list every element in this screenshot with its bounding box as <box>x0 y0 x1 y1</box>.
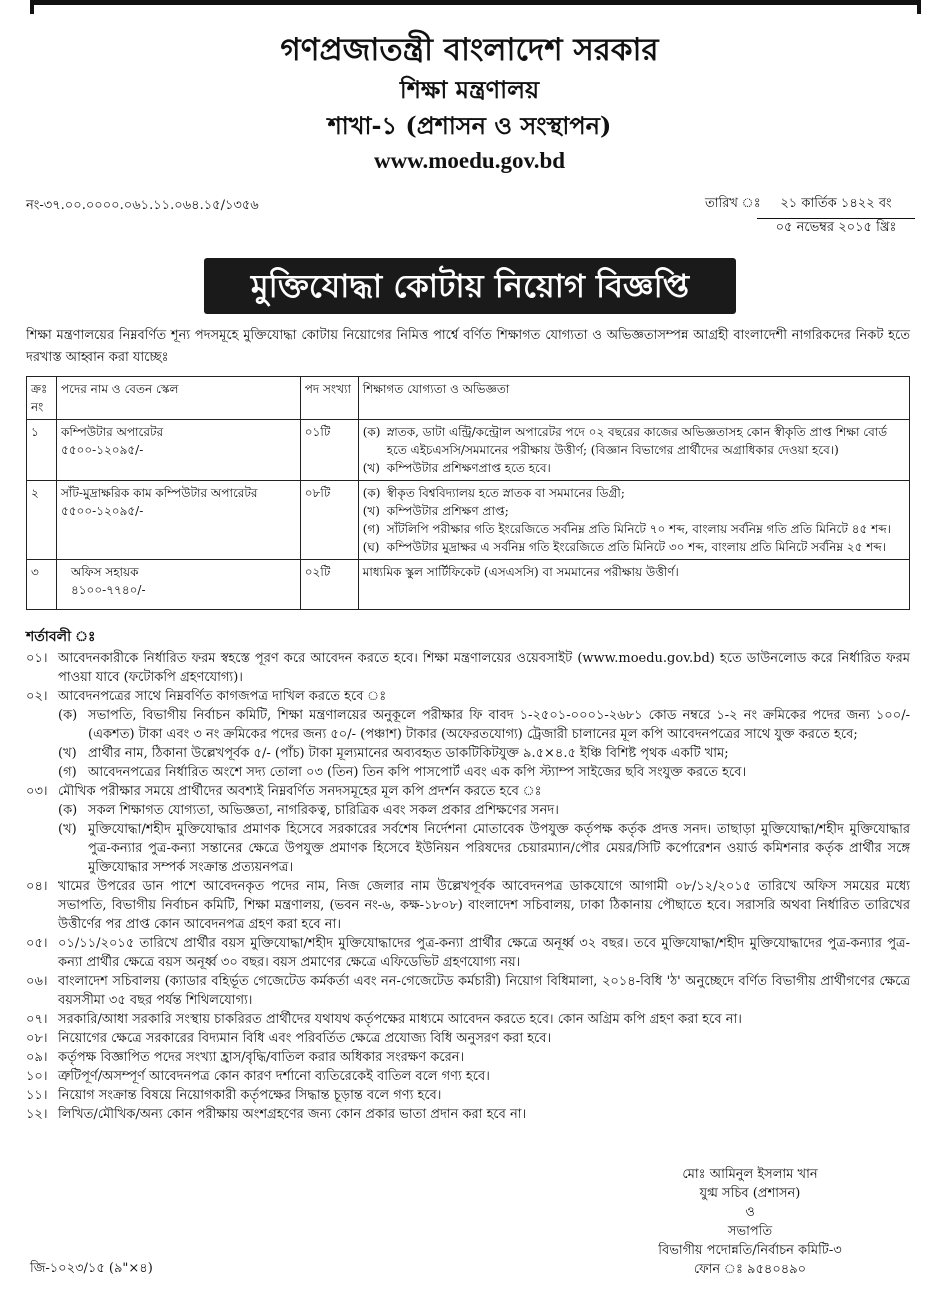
row-post <box>56 420 300 481</box>
table-row <box>27 481 910 560</box>
term-item <box>26 782 910 801</box>
signatory-name: মোঃ আমিনুল ইসলাম খান <box>682 1167 818 1182</box>
term-item <box>26 687 910 706</box>
signatory-phone: ফোন ঃ ৯৫৪০৪৯০ <box>693 1262 807 1277</box>
ministry-name: শিক্ষা মন্ত্রণালয় <box>399 75 540 104</box>
subitem-text: সভাপতি, বিভাগীয় নির্বাচন কমিটি, শিক্ষা মন্ত্রণালয়ের অনুকূলে পরীক্ষার ফি বাবদ ১-২৫০১-০০০১-২৬৮১ কোড নম্বরে ১-২ নং ক্রমিকের পদের জন্য ১০০/- (একশত) টাকা এবং ৩ নং ক্রমিকের পদের জন্য ৫০/- (পঞ্চাশ) টাকার (অফেরতযোগ্য) ট্রেজারী চালানের মূল কপি আবেদনপত্রের সাথে যুক্ত করতে হবে; <box>88 708 910 742</box>
header-count: পদ সংখ্যা <box>300 377 358 420</box>
row-count: ০৮টি <box>300 481 358 560</box>
qualification-marker: (গ) <box>362 522 380 536</box>
pay-scale: ৪১০০-৭৭৪০/- <box>70 583 146 597</box>
term-item <box>26 649 910 687</box>
qualification-text: মাধ্যমিক স্কুল সার্টিফিকেট (এসএসসি) বা সমমানের পরীক্ষায় উত্তীর্ণ। <box>362 565 679 579</box>
term-number: ১০। <box>26 1069 48 1084</box>
subitem-marker: (ক) <box>58 803 78 818</box>
terms-section <box>26 628 910 1124</box>
row-qualifications <box>358 481 909 560</box>
signatory-designation: যুগ্ম সচিব (প্রশাসন) <box>699 1186 801 1201</box>
row-count: ০১টি <box>300 420 358 481</box>
post-name: অফিস সহায়ক <box>70 565 139 579</box>
term-number: ১২। <box>26 1107 48 1122</box>
term-text: খামের উপরের ডান পাশে আবেদনকৃত পদের নাম, নিজ জেলার নাম উল্লেখপূর্বক আবেদনপত্র ডাকযোগে আগামী ০৮/১২/২০১৫ তারিখে অফিস সময়ের মধ্যে সভাপতি, বিভাগীয় নির্বাচন কমিটি, শিক্ষা মন্ত্রণালয়, (ভবন নং-৬, কক্ষ-১৮০৮) বাংলাদেশ সচিবালয়, ঢাকা ঠিকানায় পৌছাতে হবে। সরাসরি অথবা নির্ধারিত তারিখের উত্তীর্ণের পর প্রাপ্ত কোন আবেদনপত্র গ্রহণ করা হবে না। <box>58 879 910 932</box>
row-qualifications <box>358 420 909 481</box>
qualification-item <box>363 423 905 459</box>
branch-name: শাখা-১ (প্রশাসন ও সংস্থাপন) <box>327 111 612 140</box>
term-number: ০৫। <box>26 936 48 951</box>
term-number: ০৪। <box>26 879 48 894</box>
term-text: আবেদনপত্রের সাথে নিম্নবর্ণিত কাগজপত্র দাখিল করতে হবে ঃ <box>58 689 387 704</box>
term-number: ০৯। <box>26 1050 48 1065</box>
header-qualification: শিক্ষাগত যোগ্যতা ও অভিজ্ঞতা <box>358 377 909 420</box>
subitem-marker: (খ) <box>58 822 77 837</box>
memo-number: নং-৩৭.০০.০০০০.০৬১.১১.০৬৪.১৫/১৩৫৬ <box>26 198 259 213</box>
intro-paragraph: শিক্ষা মন্ত্রণালয়ের নিম্নবর্ণিত শূন্য পদসমূহে মুক্তিযোদ্ধা কোটায় নিয়োগের নিমিত্ত পার্শ্বে বর্ণিত শিক্ষাগত যোগ্যতা ও অভিজ্ঞতাসম্পন্ন আগ্রহী বাংলাদেশী নাগরিকদের নিকট হতে দরখাস্ত আহ্বান করা যাচ্ছেঃ <box>26 328 910 365</box>
posts-table <box>26 376 910 610</box>
pay-scale: ৫৫০০-১২০৯৫/- <box>60 504 144 518</box>
row-post <box>56 560 300 610</box>
term-text: নিয়োগ সংক্রান্ত বিষয়ে নিয়োগকারী কর্তৃপক্ষের সিদ্ধান্ত চূড়ান্ত বলে গণ্য হবে। <box>58 1088 442 1103</box>
qualification-item <box>363 484 905 502</box>
header-serial: ক্রঃ নং <box>27 377 57 420</box>
header-post: পদের নাম ও বেতন স্কেল <box>56 377 300 420</box>
signature-block <box>600 1165 900 1279</box>
term-text: কর্তৃপক্ষ বিজ্ঞাপিত পদের সংখ্যা হ্রাস/বৃদ্ধি/বাতিল করার অধিকার সংরক্ষণ করেন। <box>58 1050 465 1065</box>
table-row <box>27 420 910 481</box>
term-text: ত্রুটিপূর্ণ/অসম্পূর্ণ আবেদনপত্র কোন কারণ দর্শানো ব্যতিরেকেই বাতিল বলে গণ্য হবে। <box>58 1069 490 1084</box>
qualification-text: কম্পিউটার প্রশিক্ষণপ্রাপ্ত হতে হবে। <box>386 461 551 475</box>
date-bangla: ২১ কার্তিক ১৪২২ বং <box>757 194 915 219</box>
terms-heading: শর্তাবলী ঃ <box>26 629 96 645</box>
footer-reference: জি-১০২৩/১৫ (৯"×৪) <box>30 1261 153 1276</box>
qualification-marker: (ঘ) <box>362 540 380 554</box>
qualification-item <box>363 538 905 556</box>
qualification-marker: (ক) <box>362 486 381 500</box>
term-item <box>26 972 910 1010</box>
term-item <box>26 1067 910 1086</box>
term-subitem <box>58 801 910 820</box>
subitem-text: সকল শিক্ষাগত যোগ্যতা, অভিজ্ঞতা, নাগরিকত্ব, চারিত্রিক এবং সকল প্রকার প্রশিক্ষণের সনদ। <box>88 803 559 818</box>
term-text: আবেদনকারীকে নির্ধারিত ফরম স্বহস্তে পূরণ করে আবেদন করতে হবে। শিক্ষা মন্ত্রণালয়ের ওয়েবসাইট (www.moedu.gov.bd) হতে ডাউনলোড করে নির্ধারিত ফরম পাওয়া যাবে (ফটোকপি গ্রহণযোগ্য)। <box>58 651 910 685</box>
term-item <box>26 1010 910 1029</box>
pay-scale: ৫৫০০-১২০৯৫/- <box>60 443 144 457</box>
term-number: ০২। <box>26 689 48 704</box>
term-number: ০১। <box>26 651 48 666</box>
term-subitem <box>58 763 910 782</box>
top-border <box>0 0 939 14</box>
qualification-text: সাঁটলিপি পরীক্ষার গতি ইংরেজিতে সর্বনিম্ন প্রতি মিনিটে ৭০ শব্দ, বাংলায় সর্বনিম্ন গতি প্রতি মিনিটে ৪৫ শব্দ। <box>386 522 891 536</box>
signatory-committee: বিভাগীয় পদোন্নতি/নির্বাচন কমিটি-৩ <box>658 1243 842 1258</box>
term-subitem <box>58 706 910 744</box>
term-number: ০৩। <box>26 784 48 799</box>
qualification-marker: (ক) <box>362 425 381 439</box>
term-item <box>26 1105 910 1124</box>
government-name: গণপ্রজাতন্ত্রী বাংলাদেশ সরকার <box>280 32 659 68</box>
qualification-item <box>363 563 905 581</box>
qualification-text: স্নাতক, ডাটা এন্ট্রি/কন্ট্রোল অপারেটর পদে ০২ বছরের কাজের অভিজ্ঞতাসহ কোন স্বীকৃতি প্রাপ্ত শিক্ষা বোর্ড হতে এইচএসসি/সমমানের পরীক্ষায় উত্তীর্ণ; (বিজ্ঞান বিভাগের প্রার্থীদের অগ্রাধিকার দেওয়া হবে।) <box>386 425 888 457</box>
subitem-text: প্রার্থীর নাম, ঠিকানা উল্লেখপূর্বক ৫/- (পাঁচ) টাকা মূল্যমানের অব্যবহৃত ডাকটিকিটযুক্ত ৯.৫×৪.৫ ইঞ্চি বিশিষ্ট পৃথক একটি খাম; <box>88 746 729 761</box>
term-number: ০৬। <box>26 974 48 989</box>
term-text: বাংলাদেশ সচিবালয় (ক্যাডার বহির্ভূত গেজেটেড কর্মকর্তা এবং নন-গেজেটেড কর্মচারী) নিয়োগ বিধিমালা, ২০১৪-বিধি 'ঠ' অনুচ্ছেদে বর্ণিত বিভাগীয় প্রার্থীগণের ক্ষেত্রে বয়সসীমা ৩৫ বছর পর্যন্ত শিথিলযোগ্য। <box>58 974 910 1008</box>
subitem-marker: (ক) <box>58 708 78 723</box>
subitem-text: আবেদনপত্রের নির্ধারিত অংশে সদ্য তোলা ০৩ (তিন) তিন কপি পাসপোর্ট এবং এক কপি স্ট্যাম্প সাইজের ছবি সংযুক্ত করতে হবে। <box>88 765 747 780</box>
qualification-marker: (খ) <box>362 461 380 475</box>
date-english: ০৫ নভেম্বর ২০১৫ খ্রিঃ <box>775 220 897 235</box>
website-link[interactable]: www.moedu.gov.bd <box>373 148 566 173</box>
table-row <box>27 560 910 610</box>
letterhead <box>0 30 939 178</box>
post-name: কম্পিউটার অপারেটর <box>60 425 164 439</box>
term-number: ০৮। <box>26 1031 48 1046</box>
row-serial: ১ <box>27 420 57 481</box>
signatory-and: ও <box>745 1205 755 1220</box>
subitem-marker: (খ) <box>58 746 77 761</box>
qualification-text: কম্পিউটার মুদ্রাক্ষর এ সর্বনিম্ন গতি ইংরেজিতে প্রতি মিনিটে ৩০ শব্দ, বাংলায় প্রতি মিনিটে সর্বনিম্ন ২৫ শব্দ। <box>386 540 887 554</box>
qualification-text: স্বীকৃত বিশ্ববিদ্যালয় হতে স্নাতক বা সমমানের ডিগ্রী; <box>386 486 625 500</box>
term-text: নিয়োগের ক্ষেত্রে সরকারের বিদ্যমান বিধি এবং পরিবর্তিত ক্ষেত্রে প্রযোজ্য বিধি অনুসরণ করা হবে। <box>58 1031 552 1046</box>
term-item <box>26 1029 910 1048</box>
term-text: সরকারি/আধা সরকারি সংস্থায় চাকরিরত প্রার্থীদের যথাযথ কর্তৃপক্ষের মাধ্যমে আবেদন করতে হবে। কোন অগ্রিম কপি গ্রহণ করা হবে না। <box>58 1012 742 1027</box>
qualification-marker: (খ) <box>362 504 380 518</box>
term-text: মৌখিক পরীক্ষার সময়ে প্রার্থীদের অবশ্যই নিম্নবর্ণিত সনদসমূহের মূল কপি প্রদর্শন করতে হবে ঃ <box>58 784 542 799</box>
qualification-item <box>363 520 905 538</box>
signatory-role: সভাপতি <box>727 1224 773 1239</box>
row-serial: ৩ <box>27 560 57 610</box>
qualification-text: কম্পিউটার প্রশিক্ষণ প্রাপ্ত; <box>386 504 509 518</box>
term-subitem <box>58 744 910 763</box>
term-number: ১১। <box>26 1088 48 1103</box>
term-item <box>26 1086 910 1105</box>
term-item <box>26 1048 910 1067</box>
row-post <box>56 481 300 560</box>
qualification-item <box>363 502 905 520</box>
term-text: লিখিত/মৌখিক/অন্য কোন পরীক্ষায় অংশগ্রহণের জন্য কোন প্রকার ভাতা প্রদান করা হবে না। <box>58 1107 527 1122</box>
table-header-row <box>27 377 910 420</box>
term-text: ০১/১১/২০১৫ তারিখে প্রার্থীর বয়স মুক্তিযোদ্ধা/শহীদ মুক্তিযোদ্ধাদের পুত্র-কন্যা প্রার্থীর ক্ষেত্রে অনূর্ধ্ব ৩২ বছর। তবে মুক্তিযোদ্ধা/শহীদ মুক্তিযোদ্ধাদের পুত্র-কন্যার পুত্র-কন্যা প্রার্থীর ক্ষেত্রে বয়স অনূর্ধ্ব ৩০ বছর। বয়স প্রমাণের ক্ষেত্রে এফিডেভিট গ্রহণযোগ্য নয়। <box>58 936 910 970</box>
notice-title: মুক্তিযোদ্ধা কোটায় নিয়োগ বিজ্ঞপ্তি <box>204 258 736 314</box>
term-number: ০৭। <box>26 1012 48 1027</box>
date-label: তারিখ ঃ <box>705 196 761 211</box>
row-count: ০২টি <box>300 560 358 610</box>
post-name: সাঁট-মুদ্রাক্ষরিক কাম কম্পিউটার অপারেটর <box>60 486 258 500</box>
qualification-item <box>363 459 905 477</box>
subitem-text: মুক্তিযোদ্ধা/শহীদ মুক্তিযোদ্ধার প্রমাণক হিসেবে সরকারের সর্বশেষ নির্দেশনা মোতাবেক উপযুক্ত কর্তৃপক্ষ কর্তৃক প্রদত্ত সনদ। তাছাড়া মুক্তিযোদ্ধা/শহীদ মুক্তিযোদ্ধার পুত্র-কন্যার পুত্র-কন্যা সন্তানের ক্ষেত্রে উপযুক্ত প্রমাণক হিসেবে ইউনিয়ন পরিষদের চেয়ারম্যান/পৌর মেয়র/সিটি কর্পোরেশন ওয়ার্ড কমিশনার কর্তৃক প্রার্থীর সঙ্গে মুক্তিযোদ্ধার সম্পর্ক সংক্রান্ত প্রত্যয়নপত্র। <box>88 822 910 875</box>
row-qualifications <box>358 560 909 610</box>
term-subitem <box>58 820 910 877</box>
term-item <box>26 877 910 934</box>
term-item <box>26 934 910 972</box>
subitem-marker: (গ) <box>58 765 77 780</box>
row-serial: ২ <box>27 481 57 560</box>
